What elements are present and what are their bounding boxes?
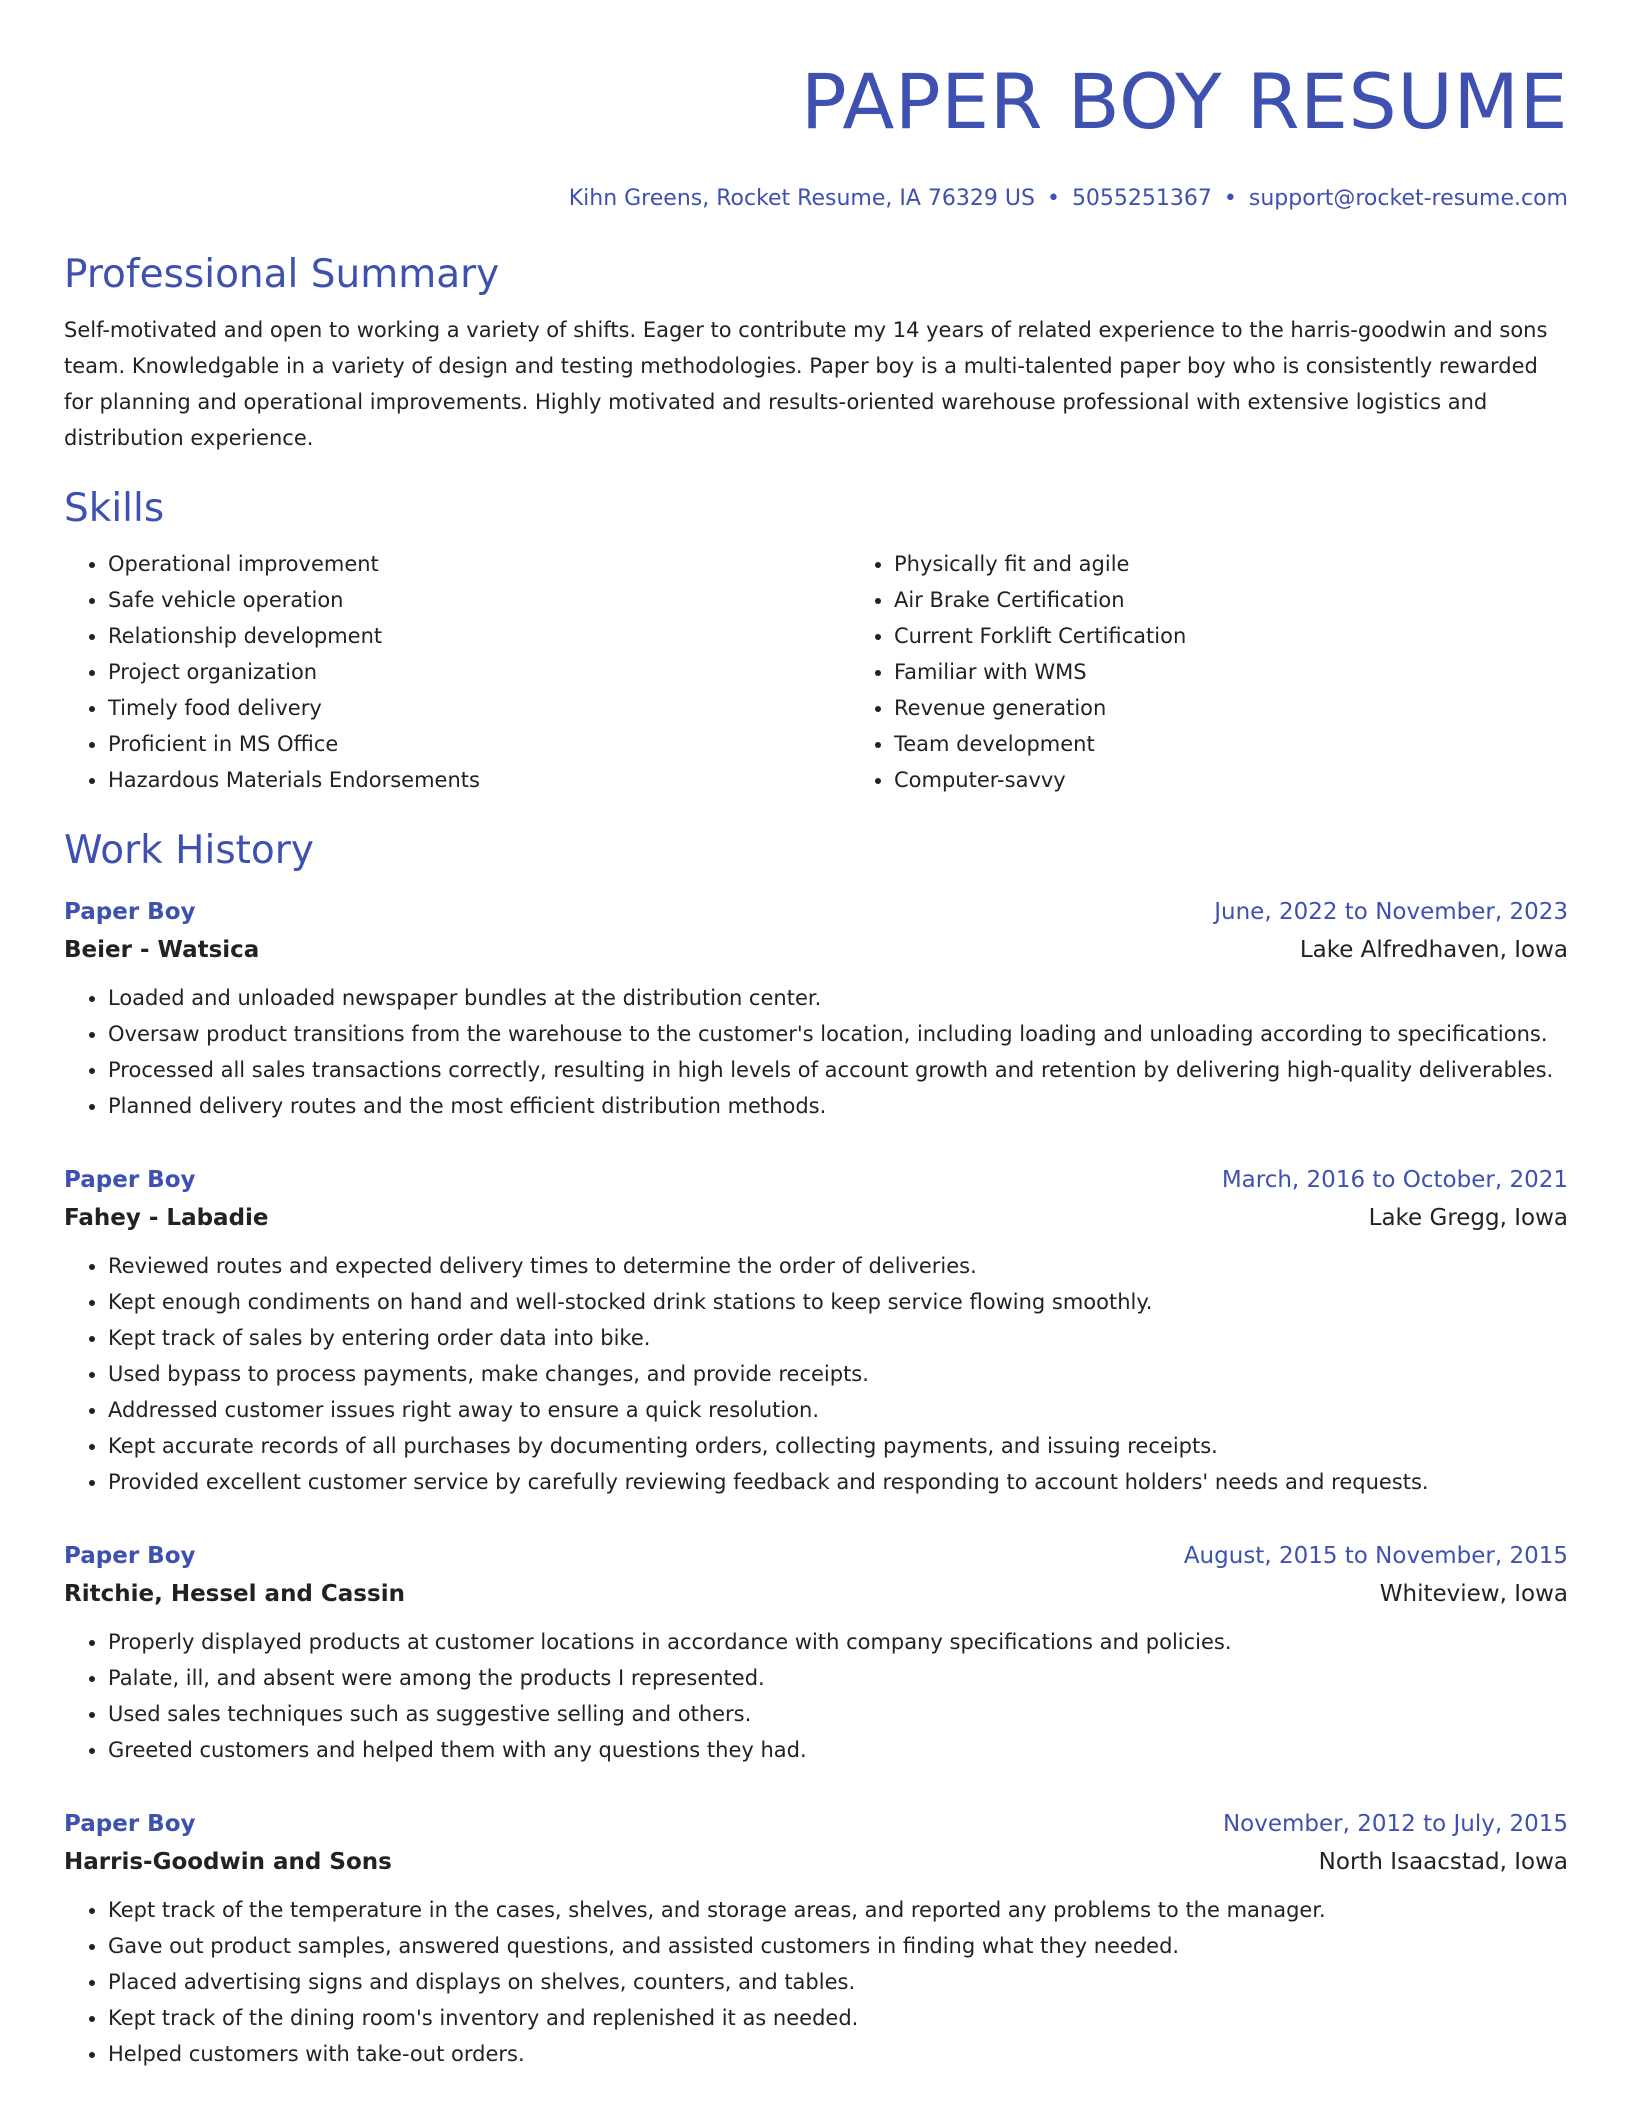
job-bullets — [64, 980, 1568, 1124]
skill-item: • Safe vehicle operation — [108, 582, 850, 618]
job-location: North Isaacstad, Iowa — [1318, 1849, 1568, 1875]
job-bullets — [64, 1248, 1568, 1500]
job-bullets — [64, 1624, 1568, 1768]
skill-item: • Operational improvement — [108, 546, 850, 582]
job-bullet: • Kept track of sales by entering order data into bike. — [108, 1320, 1568, 1356]
skill-item: • Familiar with WMS — [894, 654, 1568, 690]
skill-item: • Air Brake Certification — [894, 582, 1568, 618]
job-header — [64, 1162, 1568, 1198]
job-header — [64, 1538, 1568, 1574]
job-bullets — [64, 1892, 1568, 2072]
job-location: Whiteview, Iowa — [1379, 1581, 1568, 1607]
skill-item: • Timely food delivery — [108, 690, 850, 726]
resume-name: PAPER BOY RESUME — [800, 57, 1568, 146]
contact-separator: • — [1046, 186, 1060, 211]
skill-item: • Proficient in MS Office — [108, 726, 850, 762]
job-bullet: • Processed all sales transactions correctly, resulting in high levels of account growth and retention by delivering high-quality deliverables. — [108, 1052, 1568, 1088]
contact-line — [64, 184, 1568, 214]
skills-column-left — [64, 546, 850, 798]
job-bullet: • Used bypass to process payments, make changes, and provide receipts. — [108, 1356, 1568, 1392]
job-bullet: • Placed advertising signs and displays on shelves, counters, and tables. — [108, 1964, 1568, 2000]
job-bullet: • Kept enough condiments on hand and well-stocked drink stations to keep service flowing smoothly. — [108, 1284, 1568, 1320]
job-bullet: • Kept accurate records of all purchases by documenting orders, collecting payments, and issuing receipts. — [108, 1428, 1568, 1464]
job-company: Harris-Goodwin and Sons — [64, 1849, 392, 1875]
job-bullet: • Greeted customers and helped them with any questions they had. — [108, 1732, 1568, 1768]
job-dates: August, 2015 to November, 2015 — [1183, 1543, 1568, 1569]
job-bullet: • Planned delivery routes and the most efficient distribution methods. — [108, 1088, 1568, 1124]
job-bullet: • Loaded and unloaded newspaper bundles at the distribution center. — [108, 980, 1568, 1016]
job-bullet: • Reviewed routes and expected delivery times to determine the order of deliveries. — [108, 1248, 1568, 1284]
contact-phone: 5055251367 — [1071, 186, 1212, 211]
job-entry — [64, 1162, 1568, 1500]
job-bullet: • Kept track of the dining room's inventory and replenished it as needed. — [108, 2000, 1568, 2036]
job-company: Fahey - Labadie — [64, 1205, 269, 1231]
skill-item: • Current Forklift Certification — [894, 618, 1568, 654]
skills-heading: Skills — [64, 486, 165, 531]
contact-address: Kihn Greens, Rocket Resume, IA 76329 US — [568, 186, 1035, 211]
summary-text: Self-motivated and open to working a variety of shifts. Eager to contribute my 14 years of related experience to the harris-goodwin and sons team. Knowledgable in a variety of design and testing methodologies. Paper boy is a multi-talented paper boy who is consistently rewarded for planning and operational improvements. Highly motivated and results-oriented warehouse professional with extensive logistics and distribution experience. — [64, 318, 1548, 450]
job-header — [64, 1806, 1568, 1842]
skills-list — [64, 546, 1568, 798]
skill-item: • Physically fit and agile — [894, 546, 1568, 582]
job-dates: June, 2022 to November, 2023 — [1214, 899, 1568, 925]
job-location: Lake Alfredhaven, Iowa — [1299, 937, 1568, 963]
skill-item: • Project organization — [108, 654, 850, 690]
skill-item: • Relationship development — [108, 618, 850, 654]
job-header — [64, 894, 1568, 930]
skills-column-right — [850, 546, 1568, 798]
job-title: Paper Boy — [64, 1811, 196, 1837]
job-company: Beier - Watsica — [64, 937, 260, 963]
job-title: Paper Boy — [64, 899, 196, 925]
job-bullet: • Provided excellent customer service by carefully reviewing feedback and responding to account holders' needs and requests. — [108, 1464, 1568, 1500]
skill-item: • Team development — [894, 726, 1568, 762]
job-dates: March, 2016 to October, 2021 — [1221, 1167, 1568, 1193]
job-subheader — [64, 1198, 1568, 1238]
contact-email[interactable]: support@rocket-resume.com — [1248, 186, 1568, 211]
job-entry — [64, 1538, 1568, 1768]
job-bullet: • Used sales techniques such as suggestive selling and others. — [108, 1696, 1568, 1732]
job-entry — [64, 1806, 1568, 2072]
job-bullet: • Addressed customer issues right away to ensure a quick resolution. — [108, 1392, 1568, 1428]
job-bullet: • Gave out product samples, answered questions, and assisted customers in finding what they needed. — [108, 1928, 1568, 1964]
job-title: Paper Boy — [64, 1167, 196, 1193]
job-location: Lake Gregg, Iowa — [1368, 1205, 1568, 1231]
job-company: Ritchie, Hessel and Cassin — [64, 1581, 405, 1607]
job-bullet: • Kept track of the temperature in the cases, shelves, and storage areas, and reported any problems to the manager. — [108, 1892, 1568, 1928]
job-bullet: • Oversaw product transitions from the warehouse to the customer's location, including loading and unloading according to specifications. — [108, 1016, 1568, 1052]
job-subheader — [64, 1574, 1568, 1614]
job-bullet: • Helped customers with take-out orders. — [108, 2036, 1568, 2072]
skill-item: • Revenue generation — [894, 690, 1568, 726]
job-subheader — [64, 1842, 1568, 1882]
job-subheader — [64, 930, 1568, 970]
work-history-heading: Work History — [64, 828, 314, 873]
job-dates: November, 2012 to July, 2015 — [1222, 1811, 1568, 1837]
summary-heading: Professional Summary — [64, 252, 500, 297]
job-title: Paper Boy — [64, 1543, 196, 1569]
job-entry — [64, 894, 1568, 1124]
skill-item: • Computer-savvy — [894, 762, 1568, 798]
job-bullet: • Properly displayed products at customer locations in accordance with company specifications and policies. — [108, 1624, 1568, 1660]
contact-separator: • — [1223, 186, 1237, 211]
job-bullet: • Palate, ill, and absent were among the products I represented. — [108, 1660, 1568, 1696]
skill-item: • Hazardous Materials Endorsements — [108, 762, 850, 798]
